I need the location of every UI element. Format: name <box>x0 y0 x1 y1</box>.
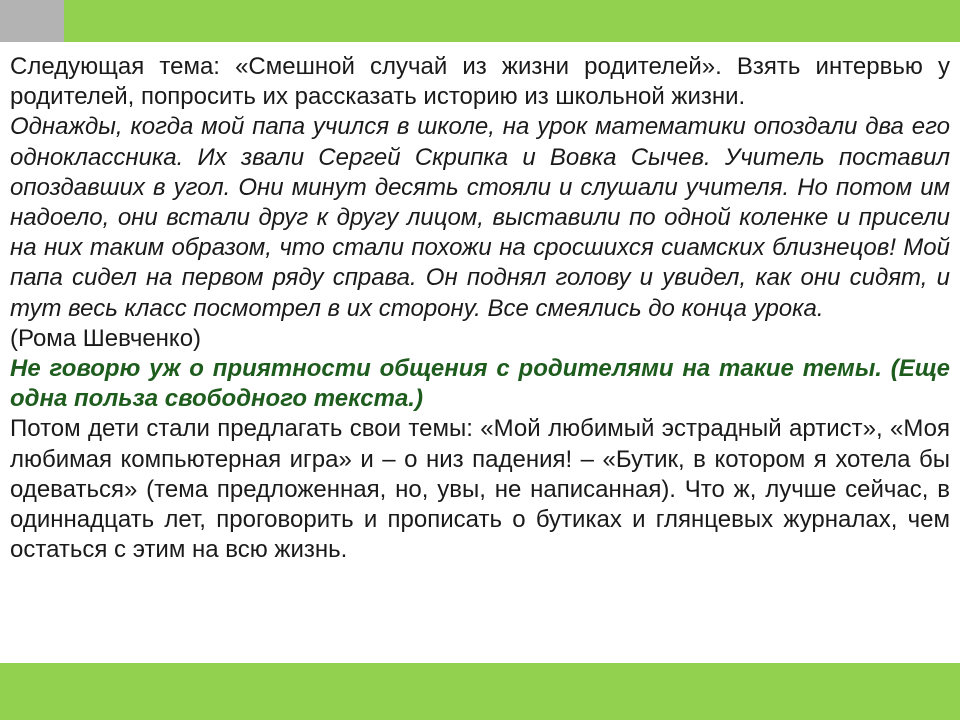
student-story-paragraph: Однажды, когда мой папа учился в школе, на урок математики опоздали два его одноклассника. Их звали Сергей Скрипка и Вовка Сычев. Учитель поставил опоздавших в угол. Они минут десять стояли и слушали учителя. Но потом им надоело, они встали друг к другу лицом, выставили по одной коленке и присели на них таким образом, что стали похожи на сросшихся сиамских близнецов! Мой папа сидел на первом ряду справа. Он поднял голову и увидел, как они сидят, и тут весь класс посмотрел в их сторону. Все смеялись до конца урока. <box>10 113 950 322</box>
closing-paragraph: Потом дети стали предлагать свои темы: «Мой любимый эстрадный артист», «Моя любимая компьютерная игра» и – о низ падения! – «Бутик, в котором я хотела бы одеваться» (тема предложенная, но, увы, не написанная). Что ж, лучше сейчас, в одиннадцать лет, проговорить и прописать о бутиках и глянцевых журналах, чем остаться с этим на всю жизнь. <box>10 415 950 564</box>
top-decorative-band <box>0 0 960 42</box>
assignment-intro-paragraph: Следующая тема: «Смешной случай из жизни родителей». Взять интервью у родителей, попросить их рассказать историю из школьной жизни. <box>10 53 950 111</box>
top-gray-accent-block <box>0 0 64 42</box>
bottom-decorative-band <box>0 663 960 720</box>
teacher-comment-highlight: Не говорю уж о приятности общения с родителями на такие темы. (Еще одна польза свободного текста.) <box>10 355 950 413</box>
story-author: (Рома Шевченко) <box>10 324 202 352</box>
slide-text-body <box>10 52 950 565</box>
